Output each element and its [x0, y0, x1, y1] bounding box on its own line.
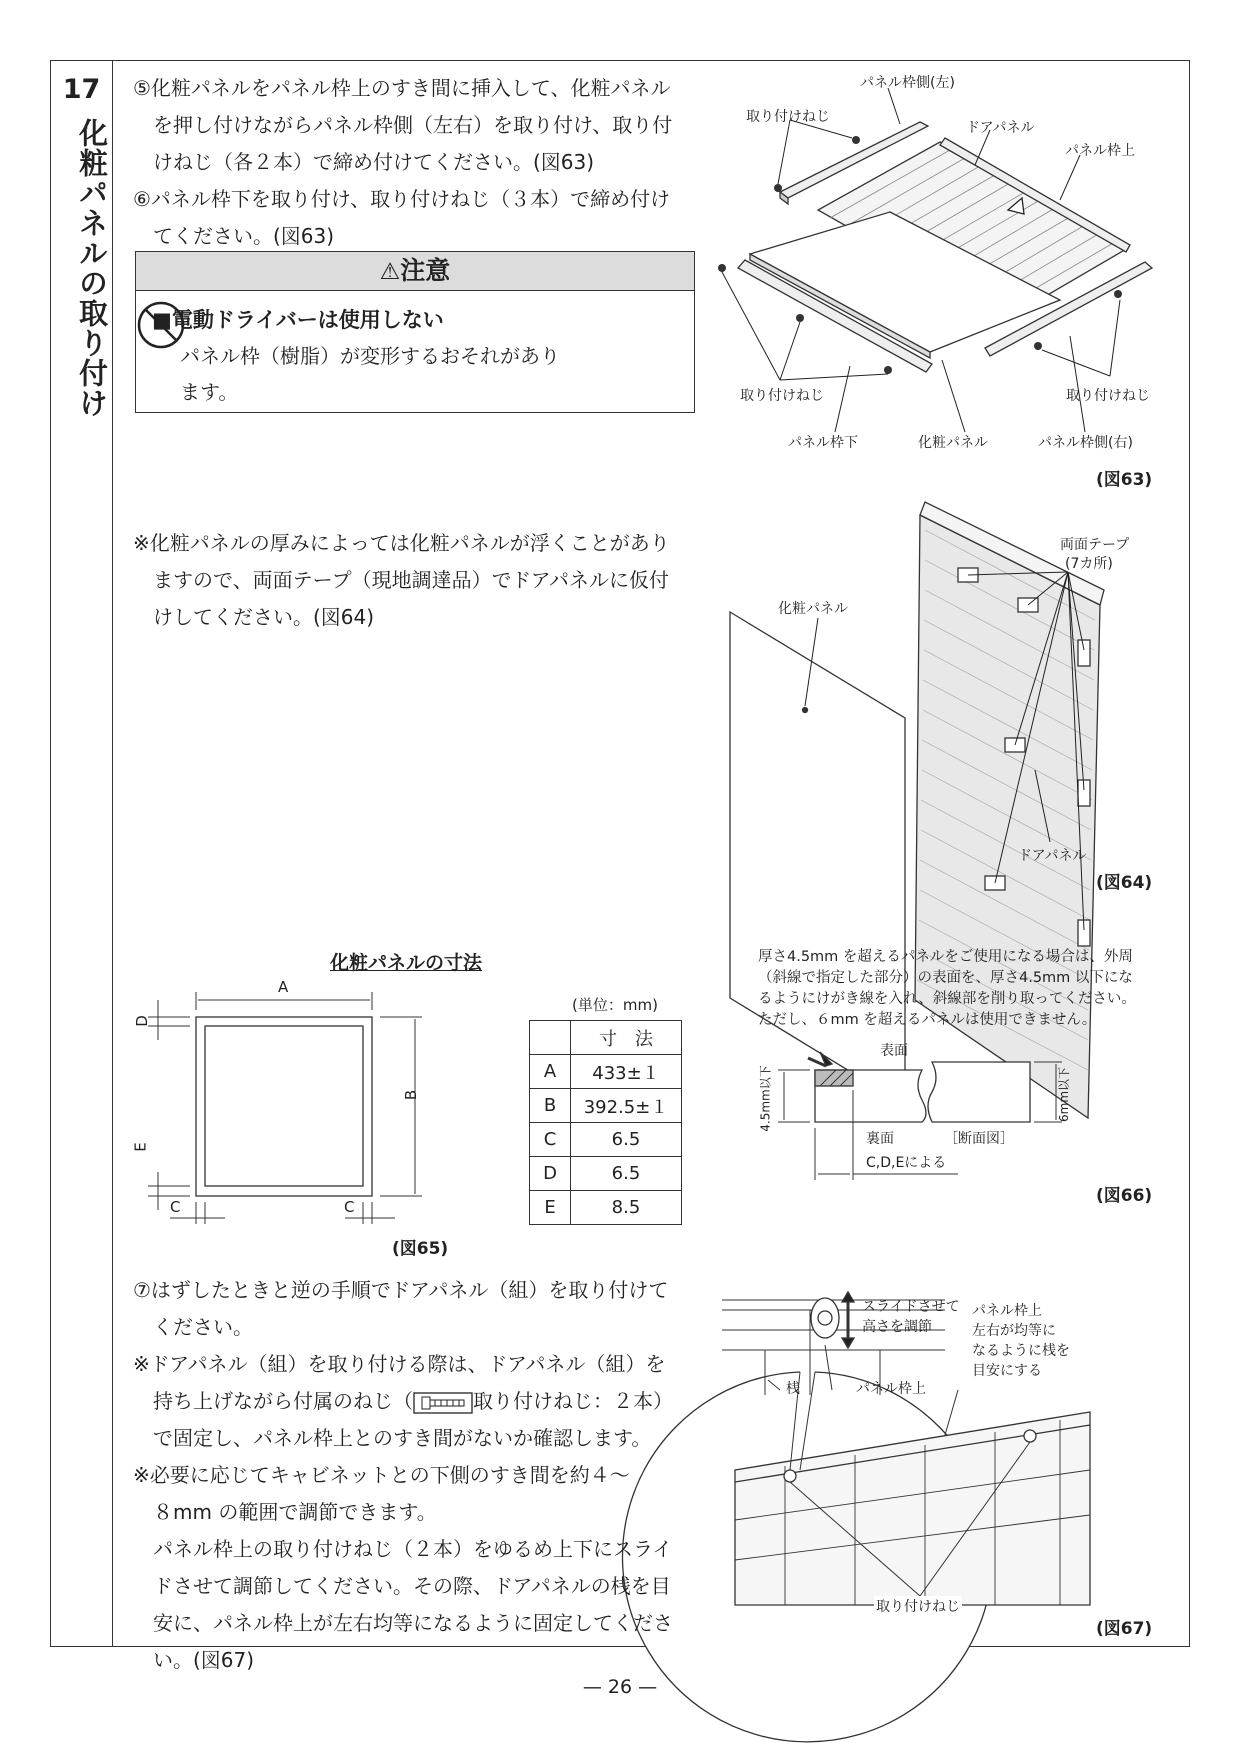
fig65-label-d: D	[132, 1015, 151, 1027]
table-value: 392.5±１	[571, 1089, 682, 1123]
note-line: ※化粧パネルの厚みによっては化粧パネルが浮くことがあり	[133, 531, 670, 555]
section-number: 17	[62, 74, 101, 105]
table-row	[530, 1055, 682, 1089]
screw-icon	[413, 1392, 473, 1414]
step-line: で固定し、パネル枠上とのすき間がないか確認します。	[153, 1426, 652, 1450]
fig63-label-deco-panel: 化粧パネル	[918, 435, 988, 451]
fig66-label-section: ［断面図］	[944, 1131, 1014, 1147]
note64	[133, 525, 670, 636]
table-key: B	[530, 1089, 571, 1123]
step-line: を押し付けながらパネル枠側（左右）を取り付け、取り付	[153, 113, 673, 137]
fig66-label-front: 表面	[880, 1043, 908, 1059]
fig66-label-back: 裏面	[866, 1131, 894, 1147]
fig65-title: 化粧パネルの寸法	[330, 952, 483, 974]
table-value: 6.5	[571, 1157, 682, 1191]
fig63-label-screw-tl: 取り付けねじ	[746, 109, 830, 125]
fig67-label-note2: 左右が均等に	[972, 1323, 1056, 1339]
step-line: ８mm の範囲で調節できます。	[153, 1500, 437, 1524]
fig65-drawing	[148, 992, 422, 1224]
step-line: ⑤化粧パネルをパネル枠上のすき間に挿入して、化粧パネル	[133, 76, 671, 100]
note-line: ますので、両面テープ（現地調達品）でドアパネルに仮付	[153, 568, 669, 592]
fig66-label-left-dim: 4.5mm以下	[758, 1065, 773, 1132]
fig67-label-frame-top-zoom: パネル枠上	[856, 1381, 926, 1397]
warning-icon: ⚠	[379, 259, 401, 285]
fig64-label-deco-panel: 化粧パネル	[778, 601, 848, 617]
fig65-label-c2: C	[344, 1198, 355, 1216]
table-value: 6.5	[571, 1123, 682, 1157]
table-key: D	[530, 1157, 571, 1191]
step-line: 安に、パネル枠上が左右均等になるように固定してくださ	[153, 1611, 673, 1635]
fig65-caption: (図65)	[392, 1239, 449, 1259]
fig63-label-screw-bl: 取り付けねじ	[740, 388, 824, 404]
note-line: るようにけがき線を入れ、斜線部を削り取ってください。	[758, 991, 1136, 1007]
step-line: ※必要に応じてキャビネットとの下側のすき間を約４〜	[133, 1463, 630, 1487]
note-line: けしてください。(図64)	[153, 605, 375, 629]
fig64-caption: (図64)	[1096, 873, 1153, 893]
fig63-label-screw-br: 取り付けねじ	[1066, 388, 1150, 404]
table-row	[530, 1089, 682, 1123]
fig66-label-cde: C,D,Eによる	[866, 1155, 947, 1171]
note-line: 厚さ4.5mm を超えるパネルをご使用になる場合は、外周	[758, 949, 1133, 965]
fig67-label-bar: 桟	[786, 1381, 800, 1397]
dimension-table	[529, 1020, 682, 1225]
step-line: い。(図67)	[153, 1648, 255, 1672]
table-row	[530, 1021, 682, 1055]
table-row	[530, 1191, 682, 1225]
step-line: ください。	[153, 1315, 253, 1339]
fig63-label-door-panel: ドアパネル	[966, 120, 1035, 136]
fig65-label-c1: C	[170, 1198, 181, 1216]
fig67-label-slide2: 高さを調節	[862, 1319, 932, 1335]
fig67-label-screw: 取り付けねじ	[874, 1596, 962, 1616]
fig64-label-tape: 両面テープ	[1060, 537, 1130, 553]
table-row	[530, 1123, 682, 1157]
table-key: C	[530, 1123, 571, 1157]
fig63-caption: (図63)	[1096, 470, 1153, 490]
fig64-label-tape-count: (7カ所)	[1065, 556, 1113, 572]
fig66-caption: (図66)	[1096, 1186, 1153, 1206]
fig66-label-right-dim: 6mm以下	[1057, 1066, 1072, 1123]
caution-line: ます。	[180, 380, 239, 404]
fig65-unit: (単位：mm)	[572, 996, 658, 1014]
steps-bottom	[133, 1272, 673, 1679]
table-value: 433±１	[571, 1055, 682, 1089]
fig65-label-b: B	[402, 1089, 421, 1101]
table-row	[530, 1157, 682, 1191]
note-line: （斜線で指定した部分）の表面を、厚さ4.5mm 以下にな	[758, 970, 1133, 986]
fig67-caption: (図67)	[1096, 1619, 1153, 1639]
fig64-label-door-panel: ドアパネル	[1018, 848, 1087, 864]
table-key: E	[530, 1191, 571, 1225]
caution-title: ■電動ドライバーは使用しない	[152, 308, 444, 332]
fig67-label-note1: パネル枠上	[972, 1303, 1042, 1319]
caution-line: パネル枠（樹脂）が変形するおそれがあり	[180, 344, 560, 368]
step-line: ⑥パネル枠下を取り付け、取り付けねじ（３本）で締め付け	[133, 187, 671, 211]
fig67-label-note4: 目安にする	[972, 1363, 1042, 1379]
step-line: ⑦はずしたときと逆の手順でドアパネル（組）を取り付けて	[133, 1278, 669, 1302]
fig67-label-note3: なるように桟を	[972, 1343, 1070, 1359]
fig63-label-frame-bottom: パネル枠下	[788, 435, 858, 451]
fig65-label-e: E	[131, 1142, 150, 1152]
table-header: 寸 法	[571, 1021, 682, 1055]
section-title: 化粧パネルの取り付け	[75, 118, 109, 418]
table-key: A	[530, 1055, 571, 1089]
page-number: — 26 —	[582, 1676, 658, 1698]
step-line: けねじ（各２本）で締め付けてください。(図63)	[153, 150, 595, 174]
fig65-label-a: A	[278, 978, 289, 996]
step-line: てください。(図63)	[153, 224, 335, 248]
step-line: パネル枠上の取り付けねじ（２本）をゆるめ上下にスライ	[153, 1537, 673, 1561]
step-line: 持ち上げながら付属のねじ（ 取り付けねじ：２本）	[153, 1389, 673, 1413]
table-value: 8.5	[571, 1191, 682, 1225]
fig67-label-slide1: スライドさせて	[862, 1299, 960, 1315]
fig63-label-frame-left: パネル枠側(左)	[860, 75, 955, 91]
step-line: ※ドアパネル（組）を取り付ける際は、ドアパネル（組）を	[133, 1352, 666, 1376]
fig63-label-frame-top: パネル枠上	[1065, 143, 1135, 159]
step-line: ドさせて調節してください。その際、ドアパネルの桟を目	[153, 1574, 671, 1598]
caution-header-text: 注意	[400, 256, 451, 285]
fig63-label-frame-right: パネル枠側(右)	[1038, 435, 1133, 451]
fig66-note	[758, 947, 1178, 1031]
note-line: ただし、６mm を超えるパネルは使用できません。	[758, 1012, 1097, 1028]
